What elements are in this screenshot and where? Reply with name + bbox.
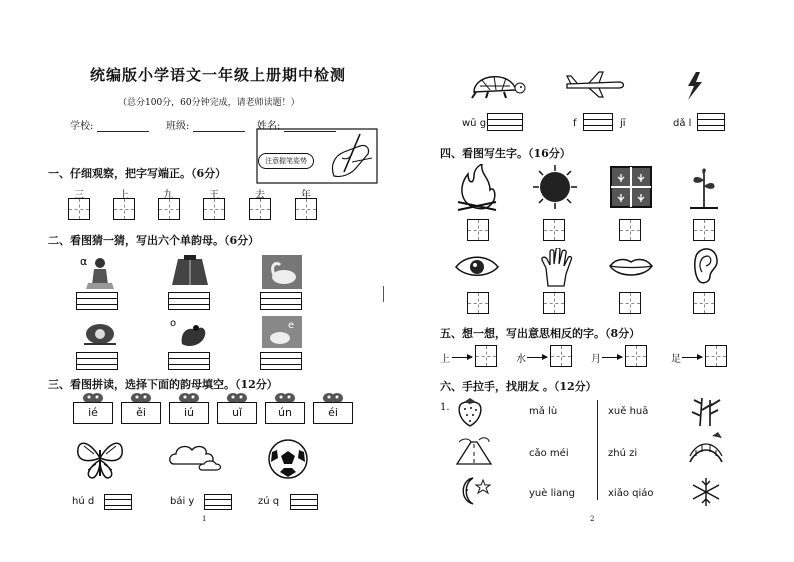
pinyin-grid[interactable]	[260, 292, 302, 310]
writing-grid[interactable]	[705, 345, 727, 367]
blank-label: zú q	[258, 496, 280, 507]
section3-heading: 三、看图拼读，选择下面的韵母填空。（12分）	[48, 378, 278, 391]
arrow-icon	[602, 357, 622, 358]
exam-subtitle: （总分100分，60分钟完成，请老师读题！）	[118, 98, 300, 108]
writing-grid[interactable]	[543, 292, 565, 314]
pinyin-grid[interactable]	[260, 352, 302, 370]
moon-icon	[455, 476, 491, 506]
clothes-icon	[80, 318, 118, 348]
pinyin-grid[interactable]	[583, 113, 613, 131]
pinyin-right[interactable]: zhú zi	[608, 448, 638, 459]
writing-grid[interactable]	[467, 219, 489, 241]
coat-icon	[170, 255, 210, 289]
blank-label: hú d	[72, 496, 95, 507]
letter-a: α	[80, 255, 88, 268]
hand-icon	[538, 248, 574, 288]
pinyin-left[interactable]: yuè liang	[529, 488, 575, 499]
name-label: 姓名:	[257, 121, 281, 132]
section2-heading: 二、看图猜一猜，写出六个单韵母。（6分）	[48, 234, 260, 247]
question-number: 1.	[440, 402, 450, 413]
letter-e: e	[288, 320, 295, 331]
arrow-icon	[527, 357, 547, 358]
word-0: 上	[440, 354, 450, 365]
blank-label: dǎ l	[673, 118, 692, 129]
char-3: 王	[209, 190, 219, 201]
girl-singing-icon	[80, 255, 116, 289]
goose-water-icon	[262, 316, 302, 348]
rooster-icon	[170, 316, 210, 348]
pinyin-grid[interactable]	[168, 352, 210, 370]
sun-icon	[532, 164, 578, 210]
word-1: 水	[516, 354, 526, 365]
class-field[interactable]	[166, 117, 245, 132]
char-0: 三	[74, 190, 84, 201]
char-1: 上	[119, 190, 129, 201]
pinyin-right[interactable]: xuě huā	[608, 406, 649, 417]
arrow-icon	[452, 357, 472, 358]
writing-grid[interactable]	[619, 219, 641, 241]
writing-grid[interactable]	[158, 198, 180, 220]
field-icon	[610, 166, 652, 208]
char-5: 年	[301, 190, 311, 201]
word-3: 足	[671, 354, 681, 365]
school-field[interactable]	[70, 117, 149, 132]
writing-grid[interactable]	[550, 345, 572, 367]
blank-label: jī	[620, 118, 626, 129]
option-badge[interactable]: ěi	[121, 402, 161, 424]
fold-mark	[383, 286, 384, 302]
page-number-right: 2	[590, 515, 595, 523]
mouth-icon	[608, 254, 654, 280]
bridge-icon	[688, 432, 724, 468]
turtle-icon	[466, 68, 528, 102]
writing-grid[interactable]	[249, 198, 271, 220]
writing-grid[interactable]	[543, 219, 565, 241]
football-icon	[266, 438, 310, 480]
section1-heading: 一、仔细观察，把字写端正。（6分）	[48, 167, 227, 180]
word-2: 月	[591, 354, 601, 365]
school-label: 学校:	[70, 121, 94, 132]
pinyin-right[interactable]: xiǎo qiáo	[608, 488, 654, 499]
letter-o: o	[170, 318, 177, 329]
section4-heading: 四、看图写生字。（16分）	[440, 147, 571, 160]
pinyin-grid[interactable]	[290, 494, 318, 510]
school-blank[interactable]	[97, 120, 149, 132]
writing-grid[interactable]	[475, 345, 497, 367]
writing-grid[interactable]	[693, 292, 715, 314]
writing-grid[interactable]	[295, 198, 317, 220]
posture-badge: 注意握笔姿势	[258, 153, 314, 169]
writing-grid[interactable]	[467, 292, 489, 314]
eye-icon	[454, 254, 500, 280]
option-badge[interactable]: uǐ	[217, 402, 257, 424]
pinyin-left[interactable]: mǎ lù	[529, 406, 558, 417]
pinyin-left[interactable]: cǎo méi	[529, 448, 569, 459]
char-4: 去	[255, 190, 265, 201]
pinyin-grid[interactable]	[168, 292, 210, 310]
section6-heading: 六、手拉手，找朋友 。（12分）	[440, 380, 597, 393]
class-blank[interactable]	[193, 120, 245, 132]
airplane-icon	[565, 70, 625, 98]
pinyin-grid[interactable]	[76, 292, 118, 310]
writing-grid[interactable]	[203, 198, 225, 220]
writing-grid[interactable]	[619, 292, 641, 314]
option-badge[interactable]: ún	[265, 402, 305, 424]
pinyin-grid[interactable]	[697, 113, 725, 131]
section5-heading: 五、想一想，写出意思相反的字。（8分）	[440, 327, 641, 340]
snowflake-icon	[690, 476, 722, 508]
option-badge[interactable]: ié	[73, 402, 113, 424]
pinyin-grid[interactable]	[104, 494, 132, 510]
column-divider	[597, 400, 598, 500]
lightning-icon	[684, 72, 704, 106]
option-badge[interactable]: iú	[169, 402, 209, 424]
option-badge[interactable]: éi	[313, 402, 353, 424]
page-number-left: 1	[202, 515, 207, 523]
ear-icon	[692, 246, 720, 286]
char-2: 九	[163, 190, 173, 201]
writing-grid[interactable]	[68, 198, 90, 220]
blank-label: bái y	[170, 496, 195, 507]
fire-icon	[456, 164, 498, 212]
pinyin-grid[interactable]	[487, 113, 523, 131]
pinyin-grid[interactable]	[204, 494, 232, 510]
bamboo-icon	[690, 396, 722, 426]
class-label: 班级:	[166, 121, 190, 132]
pinyin-grid[interactable]	[76, 352, 118, 370]
writing-grid[interactable]	[113, 198, 135, 220]
blank-label: wū g	[462, 118, 487, 129]
goose-icon	[262, 255, 302, 289]
cloud-icon	[166, 440, 226, 474]
strawberry-icon	[455, 396, 485, 428]
writing-grid[interactable]	[693, 219, 715, 241]
butterfly-icon	[74, 436, 126, 480]
sprout-icon	[686, 166, 722, 210]
arrow-icon	[682, 357, 702, 358]
page-title: 统编版小学语文一年级上册期中检测	[90, 66, 347, 84]
writing-grid[interactable]	[625, 345, 647, 367]
road-icon	[455, 436, 493, 466]
blank-label: f	[573, 118, 577, 129]
